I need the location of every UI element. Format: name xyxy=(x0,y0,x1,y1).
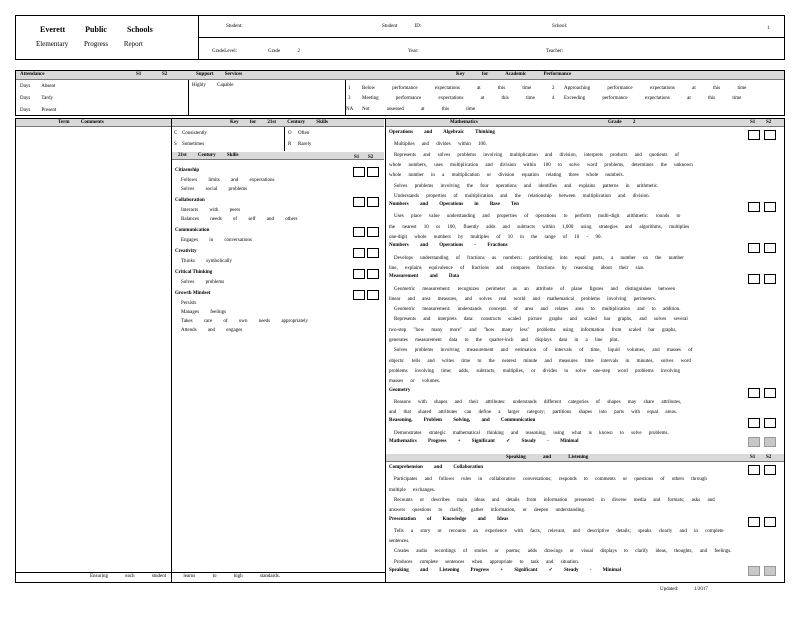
math-standard: Solves problems involving measurement and estimation of intervals of time, liquid volumes, and masses of xyxy=(394,348,693,354)
grade-level-label: GradeLevel: xyxy=(212,49,237,54)
speaking-standard: answers questions to clarify, gather information, or deepen understanding. xyxy=(389,508,586,514)
attendance-s1: S1 xyxy=(136,72,142,77)
skill-group-name: Collaboration xyxy=(175,198,205,203)
skill-group-name: Critical Thinking xyxy=(175,270,213,275)
comments-footer: Ensuring each student learns to high standards. xyxy=(90,574,281,579)
key-text-3: Meeting performance expectations at this time xyxy=(362,96,535,101)
math-heading: Reasoning, Problem Solving, and Communication xyxy=(389,418,536,424)
header-mid-line xyxy=(198,37,785,38)
math-progress-s1[interactable] xyxy=(748,437,760,447)
skill-item: Manages feelings xyxy=(181,310,227,315)
speaking-heading: Comprehension and Collaboration xyxy=(389,465,484,470)
skill-item: Solves problems xyxy=(181,280,225,285)
speaking-standard: Creates audio recordings of stories or poems; adds drawings or visual displays to clarify ideas, thoughts, and feelings. xyxy=(394,549,732,555)
math-standard: Uses place value understanding and properties of operations to perform multi-digit arithmetic: rounds to xyxy=(394,214,681,220)
key-skill-code-r: R xyxy=(288,142,292,147)
math-heading: Operations and Algebraic Thinking xyxy=(389,130,495,135)
math-s1-checkbox[interactable] xyxy=(748,130,760,140)
skill-group-name: Citizenship xyxy=(175,168,200,173)
attendance-row-tardy: Days Tardy xyxy=(20,96,54,101)
math-s2-checkbox[interactable] xyxy=(764,243,776,253)
speaking-s1: S1 xyxy=(750,455,756,460)
key-text-4: Exceeding performance expectations at this time xyxy=(564,96,742,101)
speaking-standard: Produces complete sentences when appropriate to task and situation. xyxy=(394,559,580,565)
speaking-standard: Participates and follows rules in collaborative conversations; responds to comments or questions of others through xyxy=(394,477,707,483)
speaking-s1-checkbox[interactable] xyxy=(748,517,760,527)
speaking-standard: sentences. xyxy=(389,539,410,545)
math-standard: problems involving time; adds, subtracts, multiplies, or divides to solve one-step word problems involving xyxy=(389,368,681,374)
math-bar xyxy=(386,119,784,127)
speaking-heading: Presentation of Knowledge and Ideas xyxy=(389,516,509,522)
speaking-standard: Recounts or describes main ideas and details from information presented in diverse media and formats; asks and xyxy=(394,497,715,503)
math-standard: whole number in a multiplication or division equation relating three whole numbers. xyxy=(389,173,624,179)
skill-s2-checkbox[interactable] xyxy=(367,248,379,258)
skill-item: Takes care of own needs appropriately xyxy=(181,319,308,324)
math-s1: S1 xyxy=(750,120,756,125)
year-label: Year: xyxy=(408,49,419,54)
math-standard: Demonstrates strategic mathematical thinking and reasoning, using what is known to solve problems. xyxy=(394,430,669,436)
math-title: Mathematics xyxy=(450,120,478,125)
key-skill-text-c: Consistently xyxy=(182,131,208,136)
math-standard: two-step "how many more" and "how many less" problems using information from scaled bar graphs, xyxy=(389,327,677,333)
teacher-label: Teacher: xyxy=(546,49,564,54)
support-title: Support Services xyxy=(196,72,243,77)
key-code-3: 3 xyxy=(348,96,351,101)
skill-item: Thinks symbolically xyxy=(181,259,232,264)
math-standard: whole numbers, uses multiplication and division within 100 to solve word problems, determines the unknown xyxy=(389,162,693,168)
math-standard: Reasons with shapes and their attributes: understands different categories of shapes may share attributes, xyxy=(394,399,682,405)
key-skill-text-s: Sometimes xyxy=(182,142,205,147)
math-standard: linear and area measures, and solves real world and mathematical problems involving perimeters. xyxy=(389,296,656,302)
math-heading: Numbers and Operations in Base Ten xyxy=(389,202,519,208)
math-progress-s2[interactable] xyxy=(764,437,776,447)
skills-title: 21st Century Skills xyxy=(178,153,239,158)
school-name: Everett Public Schools xyxy=(40,25,153,34)
math-s1-checkbox[interactable] xyxy=(748,202,760,212)
skill-s2-checkbox[interactable] xyxy=(367,197,379,207)
skills-s2: S2 xyxy=(368,155,374,160)
key-code-4: 4 xyxy=(552,96,555,101)
skill-item: Balances needs of self and others xyxy=(181,217,298,222)
math-s1-checkbox[interactable] xyxy=(748,418,760,428)
skill-s1-checkbox[interactable] xyxy=(353,290,365,300)
key-academic-title: Key for Academic Performance xyxy=(456,72,572,77)
skill-s1-checkbox[interactable] xyxy=(353,248,365,258)
skill-item: Solves social problems xyxy=(181,187,248,192)
skill-s2-checkbox[interactable] xyxy=(367,167,379,177)
page-number: 1 xyxy=(767,26,770,31)
math-standard: generates measurement data to the quarter-inch and displays data in a line plot. xyxy=(389,338,619,343)
student-id-label: Student ID: xyxy=(382,24,422,29)
math-standard: one-digit whole numbers by multiples of 10 in the range of 10 - 90. xyxy=(389,235,602,240)
math-standard: Represents and solves problems involving multiplication and division, interprets products and quotients of xyxy=(394,152,679,158)
support-value: Highly Capable xyxy=(192,83,234,88)
math-grade: Grade 2 xyxy=(608,120,636,125)
math-s1-checkbox[interactable] xyxy=(748,274,760,284)
key-skill-text-o: Often xyxy=(298,131,310,136)
grade-value: Grade 2 xyxy=(268,49,300,54)
skill-s2-checkbox[interactable] xyxy=(367,227,379,237)
school-label: School: xyxy=(552,24,568,29)
skill-group-name: Creativity xyxy=(175,249,197,254)
key-skill-code-s: S xyxy=(174,142,177,147)
skill-group-name: Communication xyxy=(175,228,210,233)
student-label: Student: xyxy=(226,24,243,29)
speaking-standard: Tells a story or recounts an experience with facts, relevant, and descriptive details; speaks clearly and in complete xyxy=(394,528,724,534)
speaking-progress-s1[interactable] xyxy=(748,566,760,576)
math-standard: masses or volumes. xyxy=(389,379,441,385)
skill-s2-checkbox[interactable] xyxy=(367,269,379,279)
skill-s1-checkbox[interactable] xyxy=(353,227,365,237)
key-text-2: Approaching performance expectations at this time xyxy=(564,86,747,91)
skills-s1: S1 xyxy=(354,155,360,160)
skill-item: Interacts with peers xyxy=(181,208,241,213)
skills-right-divider xyxy=(385,119,386,582)
speaking-heading: Speaking and Listening Progress + Significant ✓ Steady - Minimal xyxy=(389,568,622,573)
math-standard: Solves problems involving the four operations and identifies and explains patterns in arithmetic. xyxy=(394,183,659,189)
math-heading: Measurement and Data xyxy=(389,274,460,280)
speaking-title: Speaking and Listening xyxy=(506,455,589,460)
key-skill-text-r: Rarely xyxy=(298,142,312,147)
math-standard: the nearest 10 or 100, fluently adds and subtracts within 1,000 using strategies and algorithms, multiplies xyxy=(389,224,690,230)
math-s2-checkbox[interactable] xyxy=(764,388,776,398)
key-text-1: Below performance expectations at this time xyxy=(362,86,532,91)
math-heading: Geometry xyxy=(389,387,411,393)
skill-s1-checkbox[interactable] xyxy=(353,269,365,279)
math-standard: Multiplies and divides within 100. xyxy=(394,142,487,148)
skill-s1-checkbox[interactable] xyxy=(353,197,365,207)
updated-label: Updated: xyxy=(660,587,679,592)
math-standard: and that shared attributes can define a larger category; partitions shapes into parts with equal areas. xyxy=(389,410,677,416)
math-standard: Represents and interprets data: constructs scaled picture graphs and scaled bar graphs, and solves several xyxy=(394,317,688,323)
key-text-na: Not assessed at this time xyxy=(362,107,476,112)
speaking-s2: S2 xyxy=(766,455,772,460)
key-code-na: NA xyxy=(346,107,354,112)
key-code-1: 1 xyxy=(348,86,351,91)
math-standard: Develops understanding of fractions as numbers: partitioning into equal parts, a number on the number xyxy=(394,255,684,261)
math-s1-checkbox[interactable] xyxy=(748,243,760,253)
comments-divider xyxy=(171,119,172,582)
updated-value: 1/2017 xyxy=(694,587,708,592)
math-heading: Mathematics Progress + Significant ✓ Steady - Minimal xyxy=(389,439,579,444)
attendance-row-present: Days Present xyxy=(20,108,57,113)
math-s2-checkbox[interactable] xyxy=(764,130,776,140)
math-s1-checkbox[interactable] xyxy=(748,388,760,398)
math-standard: objects: tells and writes time to the nearest minute and measures time intervals in minutes, solves word xyxy=(389,358,691,364)
math-s2-checkbox[interactable] xyxy=(764,274,776,284)
speaking-progress-s2[interactable] xyxy=(764,566,776,576)
skill-item: Persists xyxy=(181,301,197,306)
skill-item: Engages in conversations xyxy=(181,238,252,243)
speaking-s2-checkbox[interactable] xyxy=(764,517,776,527)
attendance-s2: S2 xyxy=(162,72,168,77)
math-standard: Geometric measurement: recognizes perimeter as an attribute of plane figures and distinguishes between xyxy=(394,286,676,292)
key-skills-title: Key for 21st Century Skills xyxy=(230,120,328,125)
key-skills-mid xyxy=(284,127,285,151)
key-code-2: 2 xyxy=(552,86,555,91)
skill-item: Follows limits and expectations xyxy=(181,178,275,183)
speaking-s1-checkbox[interactable] xyxy=(748,465,760,475)
key-skill-code-o: O xyxy=(288,131,292,136)
attendance-title: Attendance xyxy=(20,72,45,77)
skill-s1-checkbox[interactable] xyxy=(353,167,365,177)
math-heading: Numbers and Operations - Fractions xyxy=(389,243,508,249)
speaking-s2-checkbox[interactable] xyxy=(764,465,776,475)
key-skill-code-c: C xyxy=(174,131,178,136)
skill-group-name: Growth Mindset xyxy=(175,291,211,296)
comments-footer-line xyxy=(16,572,385,573)
attendance-divider xyxy=(188,80,189,116)
math-standard: line, explains equivalence of fractions and compares fractions by reasoning about their size. xyxy=(389,265,645,271)
math-standard: Understands properties of multiplication and the relationship between multiplication and division. xyxy=(394,193,650,199)
math-standard: Geometric measurement: understands concepts of area and relates area to multiplication and to addition. xyxy=(394,307,681,313)
report-title: Elementary Progress Report xyxy=(36,40,143,48)
speaking-standard: multiple exchanges. xyxy=(389,487,435,493)
comments-title: Term Comments xyxy=(58,120,104,125)
math-s2: S2 xyxy=(766,120,772,125)
math-s2-checkbox[interactable] xyxy=(764,202,776,212)
skill-item: Attends and engages xyxy=(181,328,243,333)
math-s2-checkbox[interactable] xyxy=(764,418,776,428)
skill-s2-checkbox[interactable] xyxy=(367,290,379,300)
attendance-row-absent: Days Absent xyxy=(20,84,56,89)
attendance-bar xyxy=(16,71,784,80)
